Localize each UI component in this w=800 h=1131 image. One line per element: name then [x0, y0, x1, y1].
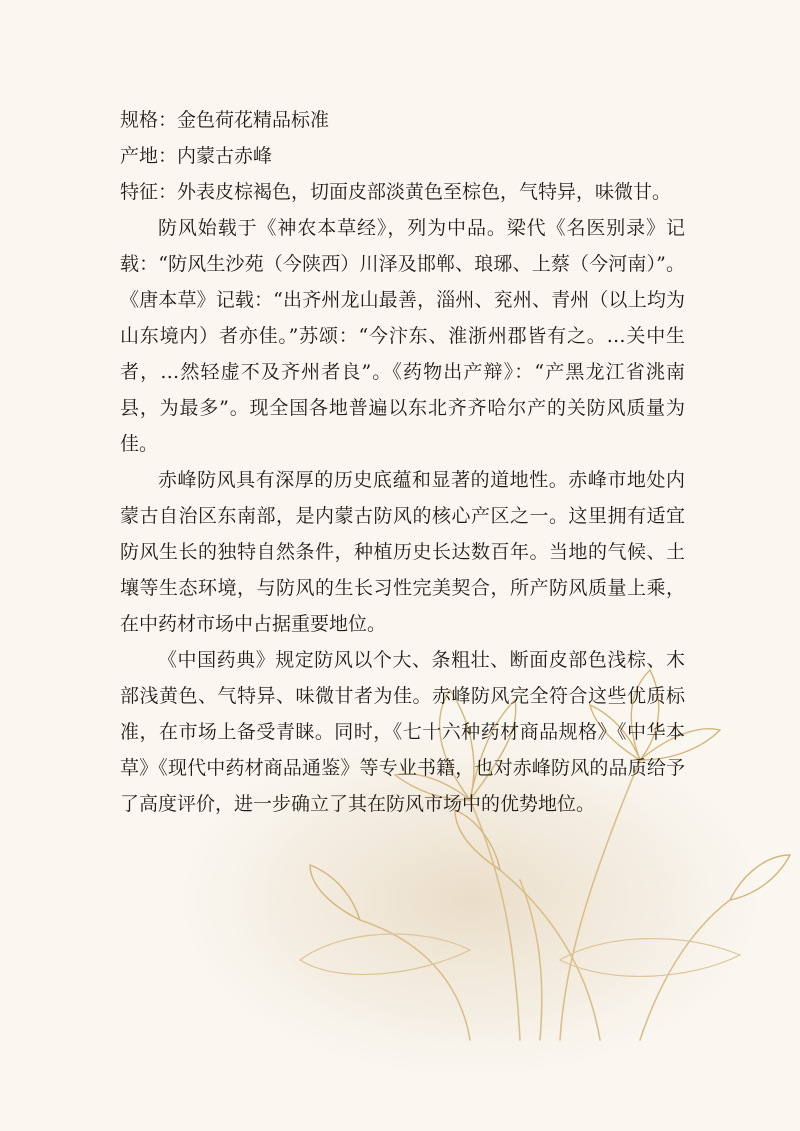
document-body — [120, 102, 685, 822]
spec-origin: 产地：内蒙古赤峰 — [120, 145, 273, 167]
spec-grade: 规格：金色荷花精品标准 — [120, 109, 330, 131]
paragraph-history: 防风始载于《神农本草经》，列为中品。梁代《名医别录》记载：“防风生沙苑（今陕西）川泽及邯郸、琅琊、上蔡（今河南）”。《唐本草》记载：“出齐州龙山最善，淄州、兖州、青州（以上均为山东境内）者亦佳。”苏颂：“今汴东、淮浙州郡皆有之。…关中生者，…然轻虚不及齐州者良”。《药物出产辩》：“产黑龙江省洮南县，为最多”。现全国各地普遍以东北齐齐哈尔产的关防风质量为佳。 — [120, 217, 685, 455]
spec-features: 特征：外表皮棕褐色，切面皮部淡黄色至棕色，气特异，味微甘。 — [120, 181, 672, 203]
paragraph-quality-standard: 《中国药典》规定防风以个大、条粗壮、断面皮部色浅棕、木部浅黄色、气特异、味微甘者为佳。赤峰防风完全符合这些优质标准，在市场上备受青睐。同时，《七十六种药材商品规格》《中华本草》《现代中药材商品通鉴》等专业书籍，也对赤峰防风的品质给予了高度评价，进一步确立了其在防风市场中的优势地位。 — [120, 649, 685, 815]
paragraph-chifeng-origin: 赤峰防风具有深厚的历史底蕴和显著的道地性。赤峰市地处内蒙古自治区东南部，是内蒙古防风的核心产区之一。这里拥有适宜防风生长的独特自然条件，种植历史长达数百年。当地的气候、土壤等生态环境，与防风的生长习性完美契合，所产防风质量上乘，在中药材市场中占据重要地位。 — [120, 469, 685, 635]
